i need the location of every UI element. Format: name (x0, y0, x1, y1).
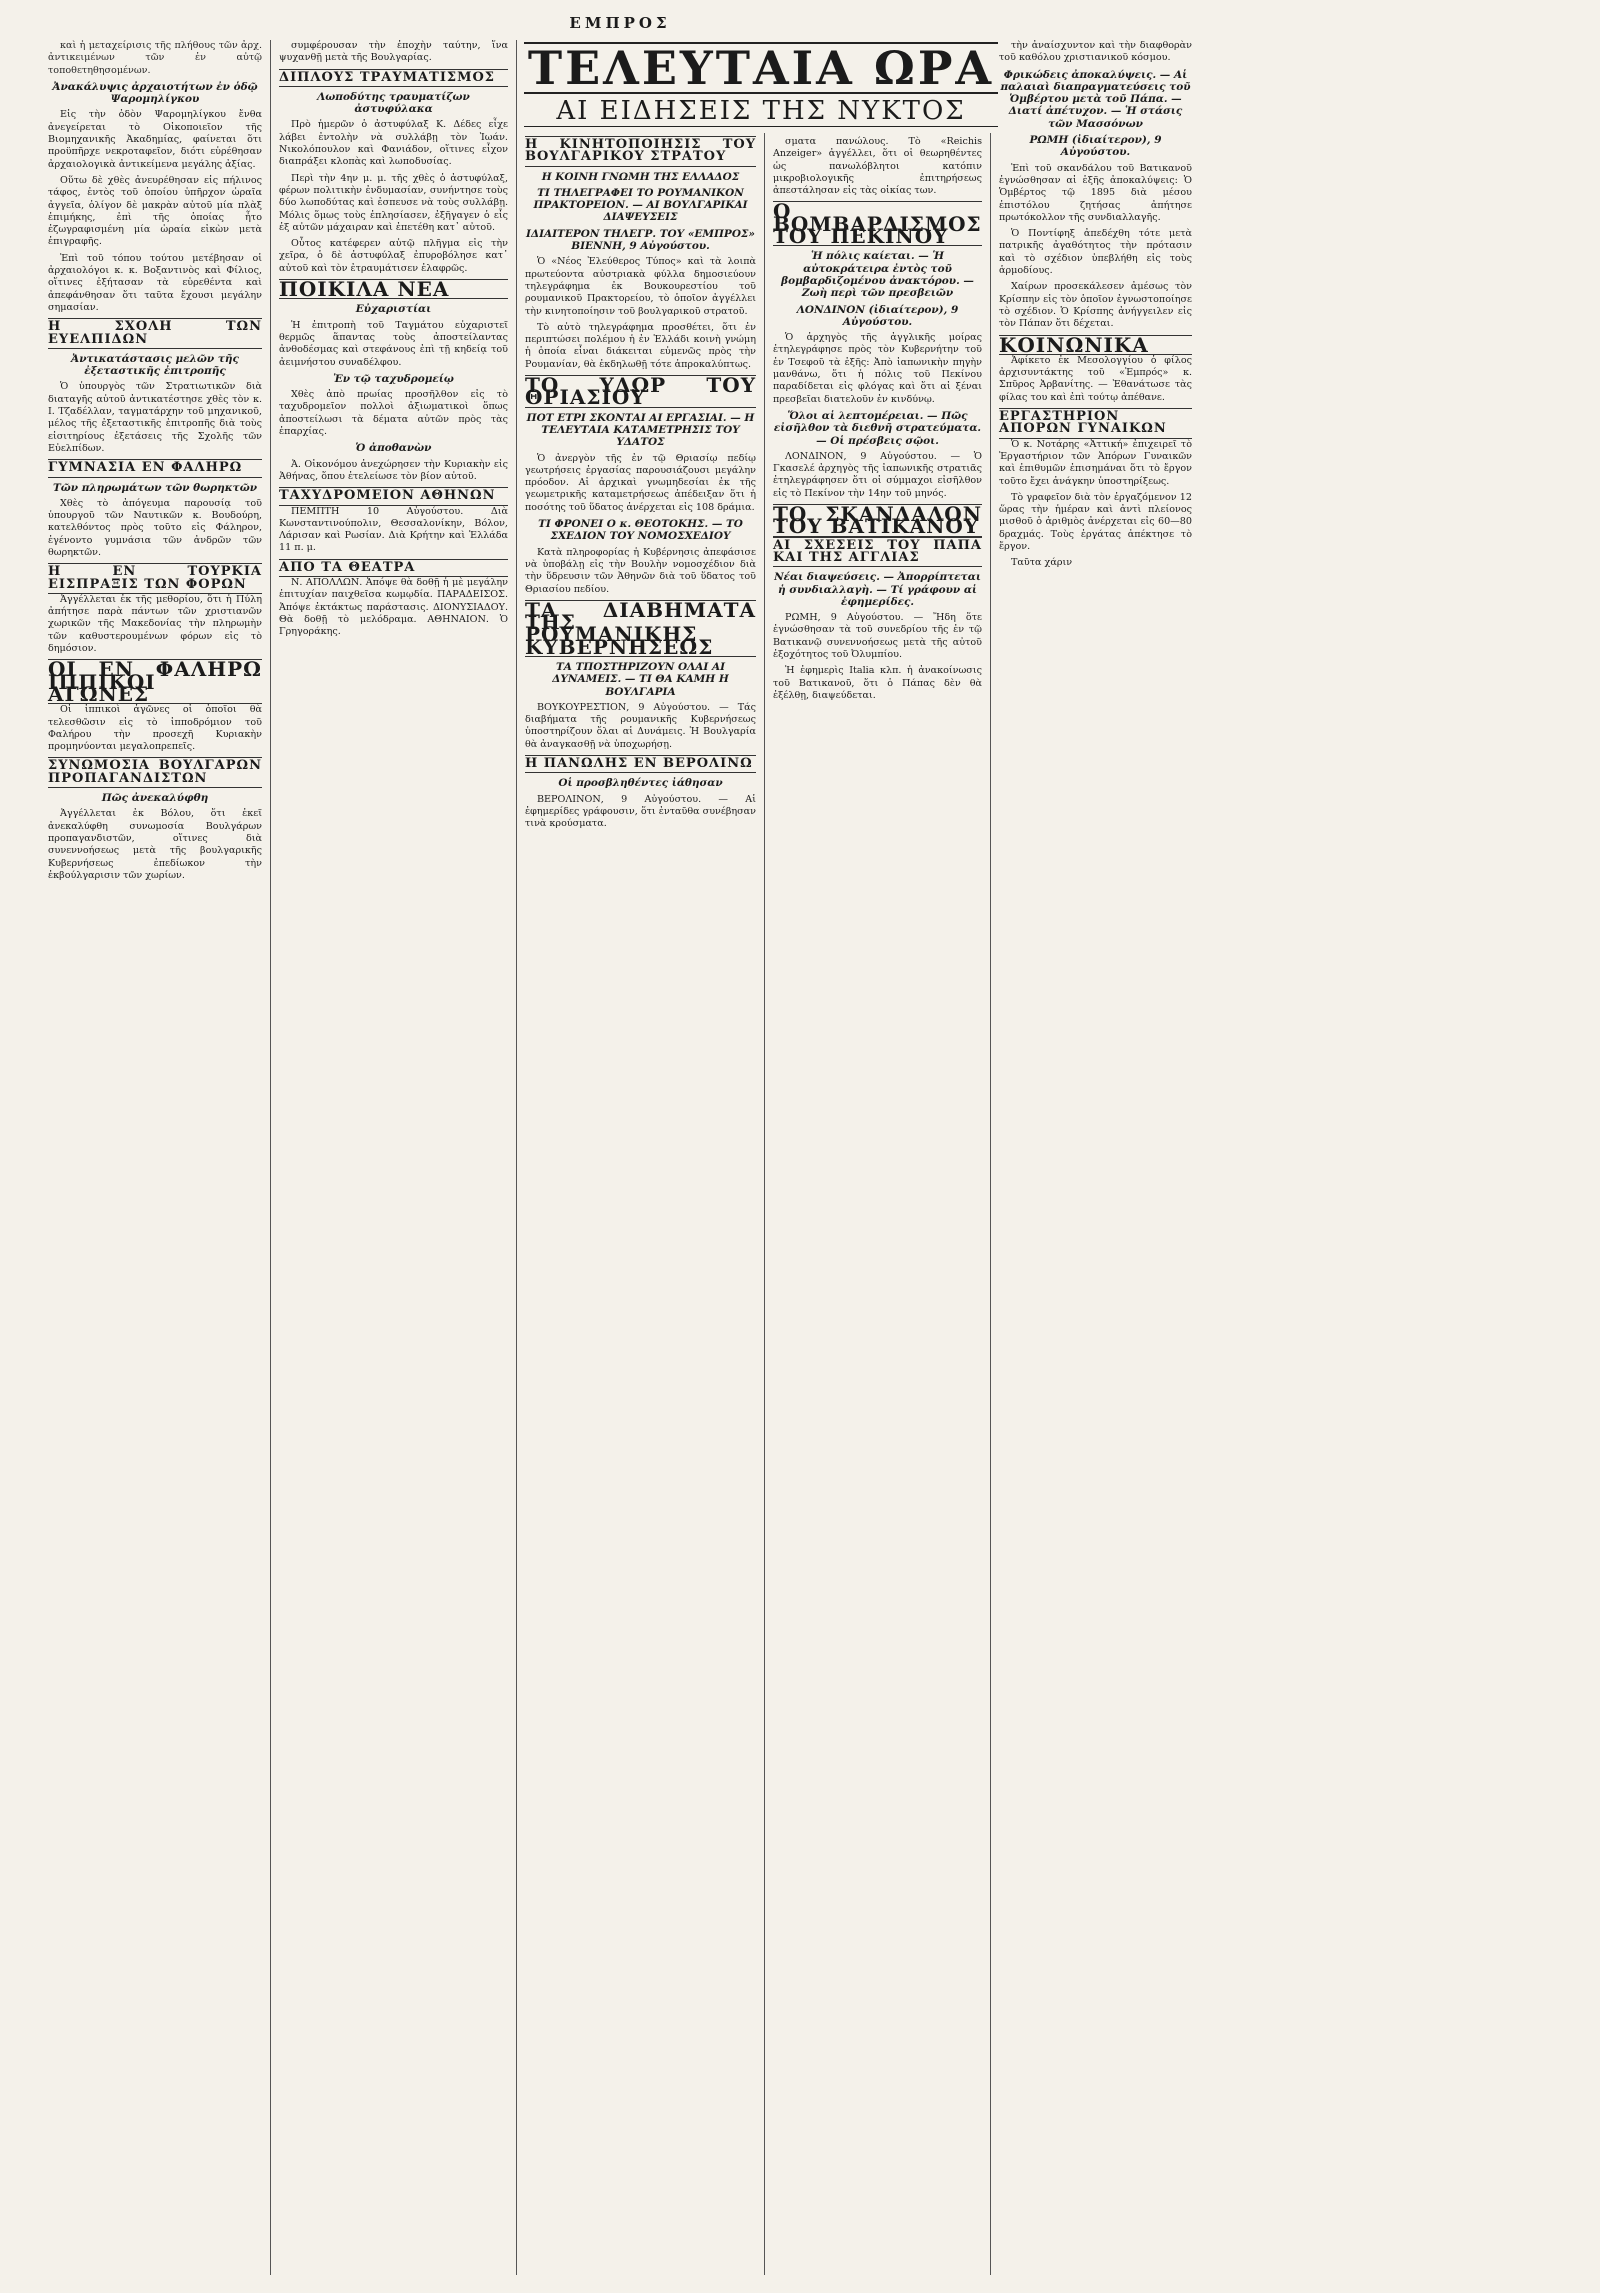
section-subheading: Ἡ πόλις καίεται. — Ἡ αὐτοκράτειρα ἐντὸς τοῦ βομβαρδιζομένου ἀνακτόρου. — Ζωὴ περὶ τῶν πρεσβειῶν (781, 250, 974, 300)
paragraph: Ἐπὶ τοῦ σκανδάλου τοῦ Βατικανοῦ ἐγνώσθησαν αἱ ἑξῆς ἀποκαλύψεις: Ὁ Ὁμβέρτος τῷ 1895 διὰ μέσου ἐπιστόλου ζητήσας ἀπήτησε πρωτόκολλον τῆς συνδιαλλαγῆς. (999, 162, 1192, 223)
paragraph: Ὁ ἀρχηγὸς τῆς ἀγγλικῆς μοίρας ἐτηλεγράφησε πρὸς τὸν Κυβερνήτην τοῦ ἐν Τσεφοῦ τὰ ἑξῆς: Ἀπὸ ἱαπωνικὴν πηγὴν μανθάνω, ὅτι ἡ πόλις τοῦ Πεκίνου παραδίδεται εἰς φλόγας καὶ ὅτι αἱ ξέναι πρεσβεῖαι διατελοῦν ἐν κινδύνῳ. (773, 332, 982, 405)
paragraph: Ἀγγέλλεται ἐκ τῆς μεθορίου, ὅτι ἡ Πύλη ἀπήτησε παρὰ πάντων τῶν χριστιανῶν χωρικῶν τῆς Μακεδονίας τὴν πληρωμὴν τῶν καθυστερουμένων φόρων εἰς τὸ δημόσιον. (48, 593, 262, 655)
section-heading: Η ΚΙΝΗΤΟΠΟΙΗΣΙΣ ΤΟΥ ΒΟΥΛΓΑΡΙΚΟΥ ΣΤΡΑΤΟΥ (525, 136, 756, 167)
paragraph: Ὁ κ. Νοτάρης «Ἀττική» ἐπιχειρεῖ τὸ Ἐργαστήριον τῶν Ἀπόρων Γυναικῶν καὶ ἐπιθυμῶν ἐπισημάναι ὅτι τὸ ἔργον τοῦτο ἔχει ἀνάγκην ὑποστηρίξεως. (999, 438, 1192, 487)
late-news-title: ΤΕΛΕΥΤΑΙΑ ΩΡΑ (524, 42, 998, 94)
section-subheading: Ὅλοι αἱ λεπτομέρειαι. — Πῶς εἰσῆλθον τὰ διεθνῆ στρατεύματα. — Οἱ πρέσβεις σῷοι. (773, 409, 982, 447)
section-heading: ΠΟΙΚΙΛΑ ΝΕΑ (279, 279, 508, 299)
paragraph: ΒΕΡΟΛΙΝΟΝ, 9 Αὐγούστου. — Αἱ ἐφημερίδες γράφουσιν, ὅτι ἐνταῦθα συνέβησαν τινὰ κρούσματα. (525, 793, 756, 830)
paragraph: Τὸ γραφεῖον διὰ τὸν ἐργαζόμενον 12 ὥρας τὴν ἡμέραν καὶ ἀντὶ πλείονος μισθοῦ ὁ ἀριθμὸς ἀνέρχεται εἰς 60—80 δραχμάς. Τοὺς ἐργάτας ἀπέκτησε τὸ ἔργον. (999, 491, 1192, 552)
newspaper-page (40, 14, 1200, 2279)
section-subheading: Εὐχαριστίαι (355, 303, 432, 316)
column-4 (764, 40, 990, 2275)
section-heading: Ἀνακάλυψις ἀρχαιοτήτων ἐν ὁδῷ Ψαρομηλίγκου (52, 80, 258, 106)
section-heading: Η ΣΧΟΛΗ ΤΩΝ ΕΥΕΛΠΙΔΩΝ (48, 318, 262, 349)
section-heading: Η ΕΝ ΤΟΥΡΚΙΑ ΕΙΣΠΡΑΞΙΣ ΤΩΝ ΦΟΡΩΝ (48, 563, 262, 594)
paragraph: ΠΕΜΠΤΗ 10 Αὐγούστου. Διὰ Κωνσταντινούπολιν, Θεσσαλονίκην, Βόλον, Λάρισαν καὶ Ρωσίαν. Διὰ Κρήτην καὶ Ἑλλάδα 11 π. μ. (279, 505, 508, 554)
paragraph: Ἡ ἐπιτροπὴ τοῦ Ταγμάτου εὐχαριστεῖ θερμῶς ἅπαντας τοὺς ἀποστείλαντας ἀνθοδέσμας καὶ στεφάνους ἐπὶ τῇ κηδείᾳ τοῦ ἀειμνήστου συναδέλφου. (279, 319, 508, 368)
column-1 (40, 40, 270, 2275)
lead-text: καὶ ἡ μεταχείρισις τῆς πλήθους τῶν ἀρχ. ἀντικειμένων τῶν ἐν αὐτῷ τοποθετηθησομένων. (48, 40, 262, 76)
dateline: ΙΔΙΑΙΤΕΡΟΝ ΤΗΛΕΓΡ. ΤΟΥ «ΕΜΠΡΟΣ» ΒΙΕΝΝΗ, 9 Αὐγούστου. (526, 227, 755, 253)
section-subheading: Λωποδύτης τραυματίζων ἀστυφύλακα (317, 90, 470, 116)
section-heading: Ο ΒΟΜΒΑΡΔΙΣΜΟΣ ΤΟΥ ΠΕΚΙΝΟΥ (773, 199, 982, 249)
section-heading: ΑΠΟ ΤΑ ΘΕΑΤΡΑ (279, 559, 508, 577)
paragraph: Εἰς τὴν ὁδὸν Ψαρομηλίγκου ἔνθα ἀνεγείρεται τὸ Οἰκοποιεῖον τῆς Βιομηχανικῆς Ἀκαδημίας, φαίνεται ὅτι προϋπῆρχε νεκροταφεῖον, διότι εὑρέθησαν ἀρχαιολογικὰ ἀντικείμενα μεγάλης ἀξίας. (48, 109, 262, 170)
dateline: ΛΟΝΔΙΝΟΝ (ἰδιαίτερον), 9 Αὐγούστου. (796, 303, 959, 328)
paragraph: Κατὰ πληροφορίας ἡ Κυβέρνησις ἀπεφάσισε νὰ ὑποβάλῃ εἰς τὴν Βουλὴν νομοσχέδιον διὰ τὴν ὕδρευσιν τῶν Ἀθηνῶν διὰ τοῦ ὕδατος τοῦ Θριασίου πεδίου. (525, 546, 756, 595)
lead-text: συμφέρουσαν τὴν ἐποχὴν ταύτην, ἵνα ψυχανθῇ μετὰ τῆς Βουλγαρίας. (279, 40, 508, 64)
section-subheading: ΤΙ ΦΡΟΝΕΙ Ο κ. ΘΕΟΤΟΚΗΣ. — ΤΟ ΣΧΕΔΙΟΝ ΤΟΥ ΝΟΜΟΣΧΕΔΙΟΥ (538, 518, 743, 543)
paragraph: Χθὲς τὸ ἀπόγευμα παρουσίᾳ τοῦ ὑπουργοῦ τῶν Ναυτικῶν κ. Βουδούρη, κατελθόντος πρὸς τοῦτο εἰς Φάληρον, ἐγένοντο γυμνάσια τῶν ἀνδρῶν τῶν θωρηκτῶν. (48, 497, 262, 558)
section-subheading: ΠΟΤ ΕΤΡΙ ΣΚΟΝΤΑΙ ΑΙ ΕΡΓΑΣΙΑΙ. — Η ΤΕΛΕΥΤΑΙΑ ΚΑΤΑΜΕΤΡΗΣΙΣ ΤΟΥ ΥΔΑΤΟΣ (526, 411, 755, 449)
section-heading: ΤΟ ΥΔΩΡ ΤΟΥ ΘΡΙΑΣΙΟΥ (525, 373, 756, 410)
section-subheading: Νέαι διαψεύσεις. — Ἀπορρίπτεται ἡ συνδιαλλαγὴ. — Τί γράφουν αἱ ἐφημερίδες. (774, 571, 981, 608)
paragraph: Τὸ αὐτὸ τηλεγράφημα προσθέτει, ὅτι ἐν περιπτώσει πολέμου ἡ ἐν Ἑλλάδι κοινὴ γνώμη ἡ ὁποία εἶναι διάκειται εὐμενῶς πρὸς τὴν Ρουμανίαν, θὰ ἐκδηλωθῇ τότε ἀπροκαλύπτως. (525, 321, 756, 370)
wide-header (524, 40, 998, 133)
paragraph: Ἀφίκετο ἐκ Μεσολογγίου ὁ φίλος ἀρχισυντάκτης τοῦ «Ἐμπρός» κ. Σπῦρος Ἀρβανίτης. — Ἐθανάτωσε τὰς φίλας του καὶ ἐπὶ τούτῳ ἀπέθανε. (999, 354, 1192, 403)
section-heading: Η ΠΑΝΩΛΗΣ ΕΝ ΒΕΡΟΛΙΝΩ (525, 755, 756, 773)
section-subheading: Ἀντικατάστασις μελῶν τῆς ἐξεταστικῆς ἐπιτροπῆς (71, 352, 239, 378)
section-subheading: Τῶν πληρωμάτων τῶν θωρηκτῶν (52, 481, 258, 494)
section-heading: ΤΑ ΔΙΑΒΗΜΑΤΑ ΤΗΣ ΡΟΥΜΑΝΙΚΗΣ ΚΥΒΕΡΝΗΣΕΩΣ (525, 597, 756, 659)
paragraph: ΡΩΜΗ, 9 Αὐγούστου. — Ἤδη ὅτε ἐγνώσθησαν τὰ τοῦ συνεδρίου τῆς ἐν τῷ Βατικανῷ συνεννοήσεως μετὰ τῆς αὐτοῦ ἐξοχότητος τοῦ Ὀλυμπίου. (773, 612, 982, 660)
section-heading: ΚΟΙΝΩΝΙΚΑ (999, 335, 1192, 355)
paragraph: ΛΟΝΔΙΝΟΝ, 9 Αὐγούστου. — Ὁ Γκασελέ ἀρχηγὸς τῆς ἰαπωνικῆς στρατιᾶς ἐτηλεγράφησεν ὅτι οἱ σύμμαχοι εἰσῆλθον εἰς τὸ Πεκίνον τὴν 14ην τοῦ μηνός. (773, 450, 982, 499)
section-heading: ΤΑΧΥΔΡΟΜΕΙΟΝ ΑΘΗΝΩΝ (279, 487, 508, 505)
late-news-subtitle: ΑΙ ΕΙΔΗΣΕΙΣ ΤΗΣ ΝΥΚΤΟΣ (524, 96, 998, 127)
paragraph: Ν. ΑΠΟΛΛΩΝ. Ἀπόψε θὰ δοθῇ ἡ μὲ μεγάλην ἐπιτυχίαν παιχθεῖσα κωμῳδία. ΠΑΡΑΔΕΙΣΟΣ. Ἀπόψε ἐκτάκτως παράστασις. ΔΙΟΝΥΣΙΑΔΟΥ. Θὰ δοθῇ τὸ μελόδραμα. ΑΘΗΝΑΙΟΝ. Ὁ Γρηγοράκης. (279, 576, 508, 638)
column-5 (990, 40, 1200, 2275)
masthead: ΕΜΠΡΟΣ (569, 14, 671, 32)
section-heading: ΣΥΝΩΜΟΣΙΑ ΒΟΥΛΓΑΡΩΝ ΠΡΟΠΑΓΑΝΔΙΣΤΩΝ (48, 757, 262, 788)
section-subheading: ΤΙ ΤΗΛΕΓΡΑΦΕΙ ΤΟ ΡΟΥΜΑΝΙΚΟΝ ΠΡΑΚΤΟΡΕΙΟΝ. — ΑΙ ΒΟΥΛΓΑΡΙΚΑΙ ΔΙΑΨΕΥΣΕΙΣ (533, 186, 748, 224)
section-subheading: Πῶς ἀνεκαλύφθη (101, 792, 209, 805)
paragraph: Ἐπὶ τοῦ τόπου τούτου μετέβησαν οἱ ἀρχαιολόγοι κ. κ. Βοξαντινὸς καὶ Φίλιος, οἵτινες ἐξήτασαν τὰ εὑρεθέντα καὶ ἀπεφάνθησαν ὅτι ταῦτα ἔχουσι μεγάλην σημασίαν. (48, 252, 262, 313)
paragraph: Χθὲς ἀπὸ πρωίας προσῆλθον εἰς τὸ ταχυδρομεῖον πολλοὶ ἀξιωματικοὶ ὅπως ἀποστείλωσι τὰ δέματα αὐτῶν πρὸς τὰς ἐπαρχίας. (279, 389, 508, 438)
columns (40, 40, 1200, 2275)
section-subheading: Ὁ ἀποθανὼν (355, 442, 432, 455)
footer-text: Ταῦτα χάριν (1011, 557, 1073, 569)
lead-text: σματα πανώλους. Τὸ «Reichis Anzeiger» ἀγγέλλει, ὅτι οἱ θεωρηθέντες ὡς πανωλόβλητοι κατόπιν μικροβιολογικῆς ἐπιτηρήσεως ἀπεστάλησαν εἰς τὰς οἰκίας των. (773, 136, 982, 197)
section-subheading: Ἐν τῷ ταχυδρομείῳ (333, 372, 454, 385)
section-heading: ΕΡΓΑΣΤΗΡΙΟΝ ΑΠΟΡΩΝ ΓΥΝΑΙΚΩΝ (999, 408, 1192, 439)
section-subheading: Οἱ προσβληθέντες ἰάθησαν (558, 777, 723, 790)
lead-text: τὴν ἀναίσχυντον καὶ τὴν διαφθορὰν τοῦ καθόλου χριστιανικοῦ κόσμου. (999, 40, 1192, 64)
column-3 (516, 40, 764, 2275)
column-2 (270, 40, 516, 2275)
paragraph: Οἱ ἱππικοὶ ἀγῶνες οἱ ὁποῖοι θὰ τελεσθῶσιν εἰς τὸ ἱπποδρόμιον τοῦ Φαλήρου τὴν προσεχῆ Κυριακὴν προμηνύονται μεγαλοπρεπεῖς. (48, 704, 262, 753)
section-heading: ΤΟ ΣΚΑΝΔΑΛΟΝ ΤΟΥ ΒΑΤΙΚΑΝΟΥ (773, 502, 982, 539)
paragraph: Οὗτος κατέφερεν αὐτῷ πλῆγμα εἰς τὴν χεῖρα, ὁ δὲ ἀστυφύλαξ ἐπυροβόλησε κατ᾽ αὐτοῦ καὶ τὸν ἐτραυμάτισεν ἐλαφρῶς. (279, 238, 508, 274)
section-heading: ΓΥΜΝΑΣΙΑ ΕΝ ΦΑΛΗΡΩ (48, 459, 262, 477)
section-subheading: Η ΚΟΙΝΗ ΓΝΩΜΗ ΤΗΣ ΕΛΛΑΔΟΣ (541, 170, 740, 183)
section-heading: ΑΙ ΣΧΕΣΕΙΣ ΤΟΥ ΠΑΠΑ ΚΑΙ ΤΗΣ ΑΓΓΛΙΑΣ (773, 537, 982, 568)
paragraph: Χαίρων προσεκάλεσεν ἀμέσως τὸν Κρίσπην εἰς τὸν ὁποῖον ἐγνωστοποίησε τὸ σχέδιον. Ὁ Κρίσπης ἀνήγγειλεν εἰς τὸν Πάπαν ὅτι δέχεται. (999, 281, 1192, 330)
section-heading: ΔΙΠΛΟΥΣ ΤΡΑΥΜΑΤΙΣΜΟΣ (279, 69, 508, 87)
paragraph: Ὁ «Νέος Ἐλεύθερος Τύπος» καὶ τὰ λοιπὰ πρωτεύοντα αὐστριακὰ φύλλα δημοσιεύουν τηλεγράφημα ἐκ Βουκουρεστίου τοῦ ρουμανικοῦ Πρακτορείου, τὸ ὁποῖον ἀγγέλλει τὴν κινητοποίησιν τοῦ βουλγαρικοῦ στρατοῦ. (525, 256, 756, 317)
dateline: ΡΩΜΗ (ἰδιαίτερον), 9 Αὐγούστου. (1029, 134, 1162, 159)
paragraph: Ὁ Ποντίφηξ ἀπεδέχθη τότε μετὰ πατρικῆς ἀγαθότητος τὴν πρότασιν καὶ τὸ σχέδιον ὑπεβλήθη εἰς τοὺς ἁρμοδίους. (999, 228, 1192, 277)
paragraph: Ἀγγέλλεται ἐκ Βόλου, ὅτι ἐκεῖ ἀνεκαλύφθη συνωμοσία Βουλγάρων προπαγανδιστῶν, οἵτινες διὰ συνεννοήσεως μετὰ τῆς βουλγαρικῆς Κυβερνήσεως ἐπεδίωκον τὴν ἐκβούλγαρισιν τῶν χωρίων. (48, 808, 262, 881)
section-subheading: Φρικώδεις ἀποκαλύψεις. — Αἱ παλαιαὶ διαπραγματεύσεις τοῦ Ὁμβέρτου μετὰ τοῦ Πάπα. — Διατί ἀπέτυχον. — Ἡ στάσις τῶν Μασσόνων (1000, 68, 1191, 130)
section-subheading: ΤΑ ΤΠΟΣΤΗΡΙΖΟΥΝ ΟΛΑΙ ΑΙ ΔΥΝΑΜΕΙΣ. — ΤΙ ΘΑ ΚΑΜΗ Η ΒΟΥΛΓΑΡΙΑ (552, 660, 729, 698)
paragraph: ΒΟΥΚΟΥΡΕΣΤΙΟΝ, 9 Αὐγούστου. — Τάς διαβήματα τῆς ρουμανικῆς Κυβερνήσεως ὑποστηρίζουν ὅλαι αἱ Δυνάμεις. Ἡ Βουλγαρία θὰ ἀναγκασθῇ νὰ ὑποχωρήσῃ. (525, 701, 756, 750)
paragraph: Ἀ. Οἰκονόμου ἀνεχώρησεν τὴν Κυριακὴν εἰς Ἀθήνας, ὅπου ἐτελείωσε τὸν βίον αὐτοῦ. (279, 458, 508, 482)
paragraph: Ὁ ὑπουργὸς τῶν Στρατιωτικῶν διὰ διαταγῆς αὐτοῦ ἀντικατέστησε χθὲς τὸν κ. Ι. Τζαδέλλαν, ταγματάρχην τοῦ μηχανικοῦ, μέλος τῆς ἐξεταστικῆς ἐπιτροπῆς διὰ τοὺς εἰσιτηρίους ἐξετάσεις τῆς Σχολῆς τῶν Εὐελπίδων. (48, 381, 262, 454)
paragraph: Ὁ ἀνεργὸν τῆς ἐν τῷ Θριασίῳ πεδίῳ γεωτρήσεις ἐργασίας παρουσιάζουσι μεγάλην πρόοδον. Αἱ ἀρχικαὶ γνωμηδεσίαι ἐκ τῆς γεωμετρικῆς καταμετρήσεως ἀπέδειξαν ὅτι ἡ ποσότης τοῦ ὕδατος ἀνέρχεται εἰς 108 δράμια. (525, 452, 756, 513)
paragraph: Πρὸ ἡμερῶν ὁ ἀστυφύλαξ Κ. Δέδες εἶχε λάβει ἐντολὴν νὰ συλλάβῃ τὸν Ἰωάν. Νικολόπουλον καὶ Φανιάδον, οἵτινες εἶχον διαπράξει κλοπὰς καὶ λωποδυσίας. (279, 119, 508, 168)
paragraph: Ἡ ἐφημερὶς Italia κλπ. ἡ ἀνακοίνωσις τοῦ Βατικανοῦ, ὅτι ὁ Πάπας δὲν θὰ ἐξέλθῃ, διαψεύδεται. (773, 665, 982, 701)
paragraph: Οὕτω δὲ χθὲς ἀνευρέθησαν εἰς πήλινος τάφος, ἐντὸς τοῦ ὁποίου ὑπῆρχον ὡραῖα ἀγγεῖα, ὀλίγον δὲ μακρὰν αὐτοῦ μία πλὰξ ἐπιμήκης, ἐπὶ τῆς ὁποίας ἦτο ἐζωγραφισμένη μία ὡραία εἰκὼν μετὰ ἐπιγραφῆς. (48, 174, 262, 248)
section-heading: ΟΙ ΕΝ ΦΑΛΗΡΩ ΙΠΠΙΚΟΙ ΑΓΩΝΕΣ (48, 657, 262, 706)
paragraph: Περὶ τὴν 4ην μ. μ. τῆς χθὲς ὁ ἀστυφύλαξ, φέρων πολιτικὴν ἐνδυμασίαν, συνήντησε τοὺς δύο λωποδύτας καὶ ἐσπευσε νὰ τοὺς συλλάβῃ. Μόλις ὅμως τοὺς ἐπλησίασεν, ἐξῆγαγεν ὁ εἷς ἐξ αὐτῶν μάχαιραν καὶ ἐπετέθη κατ᾽ αὐτοῦ. (279, 172, 508, 233)
